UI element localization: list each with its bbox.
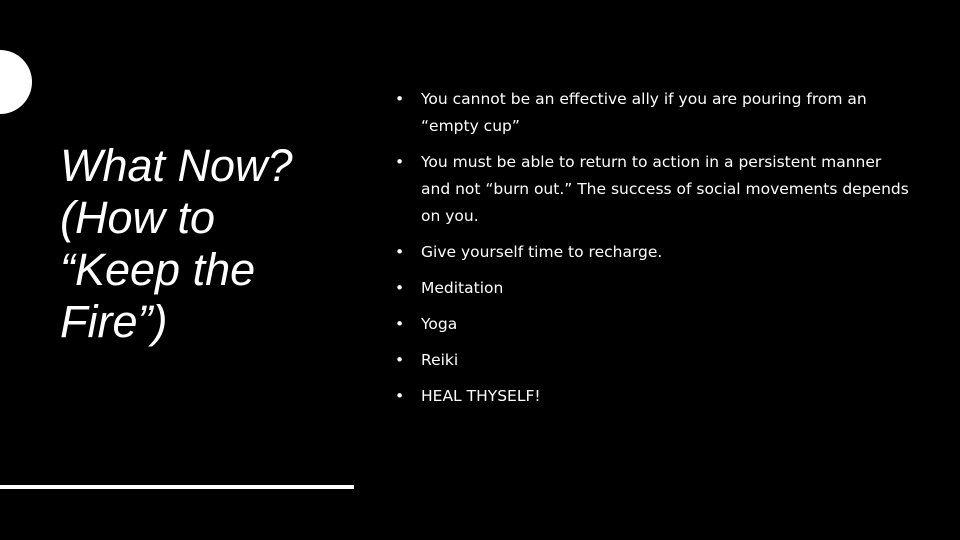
title-line: Fire”) <box>60 296 168 347</box>
bullet-dot-icon: • <box>395 90 405 108</box>
bullet-dot-icon: • <box>395 153 405 171</box>
bullet-item <box>395 239 915 266</box>
bullet-item <box>395 383 915 410</box>
bullet-text: You cannot be an effective ally if you are pouring from an “empty cup” <box>421 90 867 135</box>
bullet-text: HEAL THYSELF! <box>421 387 541 405</box>
bullet-text: Yoga <box>421 315 458 333</box>
decorative-circle <box>0 50 32 114</box>
bullet-dot-icon: • <box>395 315 405 333</box>
bullet-dot-icon: • <box>395 351 405 369</box>
slide-title <box>60 140 360 348</box>
bullet-text: You must be able to return to action in a persistent manner and not “burn out.” The success of social movements depends on you. <box>421 153 909 225</box>
title-line: (How to <box>60 192 216 243</box>
bullet-dot-icon: • <box>395 279 405 297</box>
bullet-dot-icon: • <box>395 387 405 405</box>
bullet-item <box>395 347 915 374</box>
title-line: “Keep the <box>60 244 256 295</box>
bullet-text: Meditation <box>421 279 504 297</box>
bullet-item <box>395 149 915 230</box>
bullet-list <box>395 86 915 419</box>
bullet-item <box>395 311 915 338</box>
divider-line <box>0 485 354 489</box>
bullet-dot-icon: • <box>395 243 405 261</box>
bullet-item <box>395 275 915 302</box>
title-line: What Now? <box>60 140 293 191</box>
bullet-text: Give yourself time to recharge. <box>421 243 663 261</box>
bullet-text: Reiki <box>421 351 459 369</box>
bullet-item <box>395 86 915 140</box>
